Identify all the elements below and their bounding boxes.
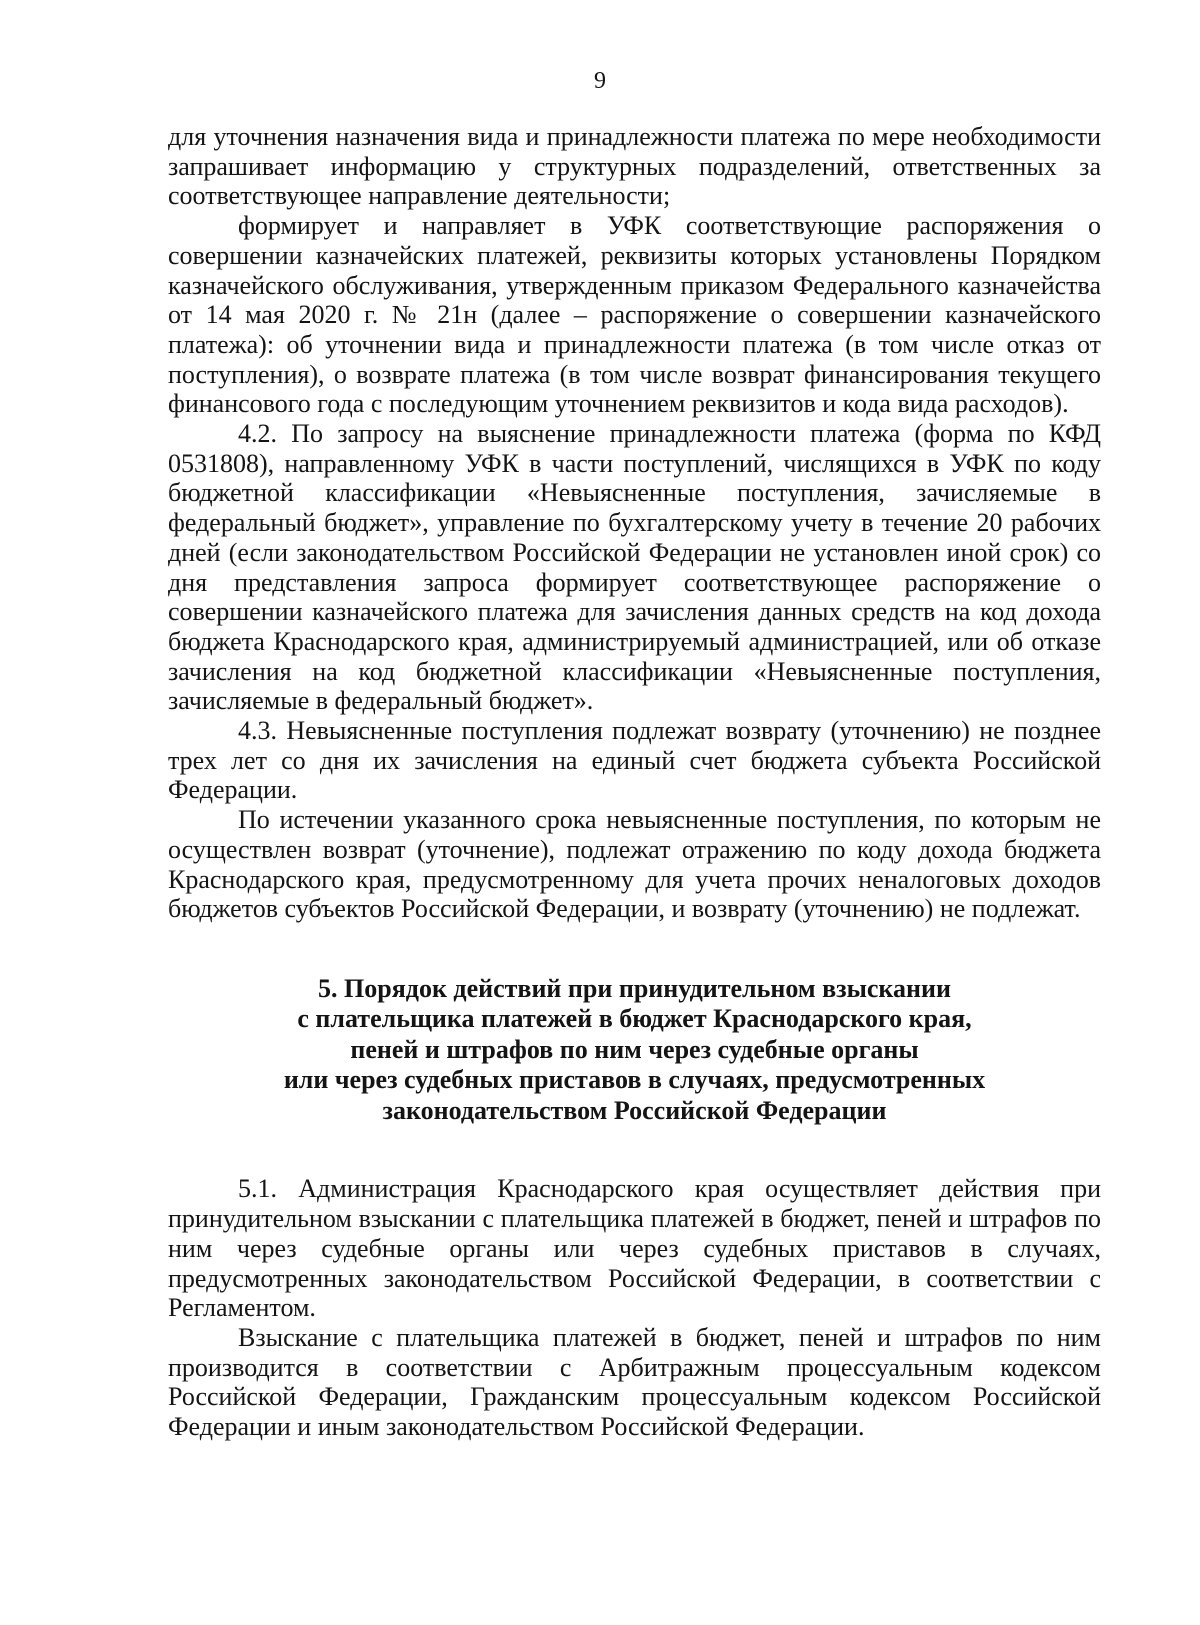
- page-number: 9: [594, 68, 606, 94]
- paragraph-ufk-orders: формирует и направляет в УФК соответствующие распоряжения о совершении казначейских платежей, реквизиты которых установлены Порядком казначейского обслуживания, утвержденным приказом Федерального казначейства от 14 мая 2020 г. № 21н (далее – распоряжение о совершении казначейского платежа): об уточнении вида и принадлежности платежа (в том числе отказ от поступления), о возврате платежа (в том числе возврат финансирования текущего финансового года с последующим уточнением реквизитов и кода вида расходов).: [168, 211, 1101, 419]
- paragraph-4-3: 4.3. Невыясненные поступления подлежат возврату (уточнению) не позднее трех лет со дня их зачисления на единый счет бюджета субъекта Российской Федерации.: [168, 716, 1101, 805]
- document-body: [168, 122, 1101, 1442]
- paragraph-recovery: Взыскание с плательщика платежей в бюджет, пеней и штрафов по ним производится в соответствии с Арбитражным процессуальным кодексом Российской Федерации, Гражданским процессуальным кодексом Российской Федерации и иным законодательством Российской Федерации.: [168, 1323, 1101, 1442]
- paragraph-expiry: По истечении указанного срока невыясненные поступления, по которым не осуществлен возврат (уточнение), подлежат отражению по коду дохода бюджета Краснодарского края, предусмотренному для учета прочих неналоговых доходов бюджетов субъектов Российской Федерации, и возврату (уточнению) не подлежат.: [168, 805, 1101, 924]
- section-heading-line: с плательщика платежей в бюджет Краснодарского края,: [297, 1004, 972, 1034]
- section-heading-line: пеней и штрафов по ним через судебные органы: [350, 1034, 919, 1064]
- section-heading-line: или через судебных приставов в случаях, предусмотренных: [283, 1065, 986, 1095]
- section-5-heading: [168, 974, 1101, 1127]
- paragraph-continuation: для уточнения назначения вида и принадлежности платежа по мере необходимости запрашивает информацию у структурных подразделений, ответственных за соответствующее направление деятельности;: [168, 122, 1101, 211]
- paragraph-5-1: 5.1. Администрация Краснодарского края осуществляет действия при принудительном взыскании с плательщика платежей в бюджет, пеней и штрафов по ним через судебные органы или через судебных приставов в случаях, предусмотренных законодательством Российской Федерации, в соответствии с Регламентом.: [168, 1174, 1101, 1323]
- section-heading-line: 5. Порядок действий при принудительном взыскании: [318, 973, 951, 1003]
- section-heading-line: законодательством Российской Федерации: [382, 1095, 887, 1125]
- paragraph-4-2: 4.2. По запросу на выяснение принадлежности платежа (форма по КФД 0531808), направленному УФК в части поступлений, числящихся в УФК по коду бюджетной классификации «Невыясненные поступления, зачисляемые в федеральный бюджет», управление по бухгалтерскому учету в течение 20 рабочих дней (если законодательством Российской Федерации не установлен иной срок) со дня представления запроса формирует соответствующее распоряжение о совершении казначейского платежа для зачисления данных средств на код дохода бюджета Краснодарского края, администрируемый администрацией, или об отказе зачисления на код бюджетной классификации «Невыясненные поступления, зачисляемые в федеральный бюджет».: [168, 419, 1101, 716]
